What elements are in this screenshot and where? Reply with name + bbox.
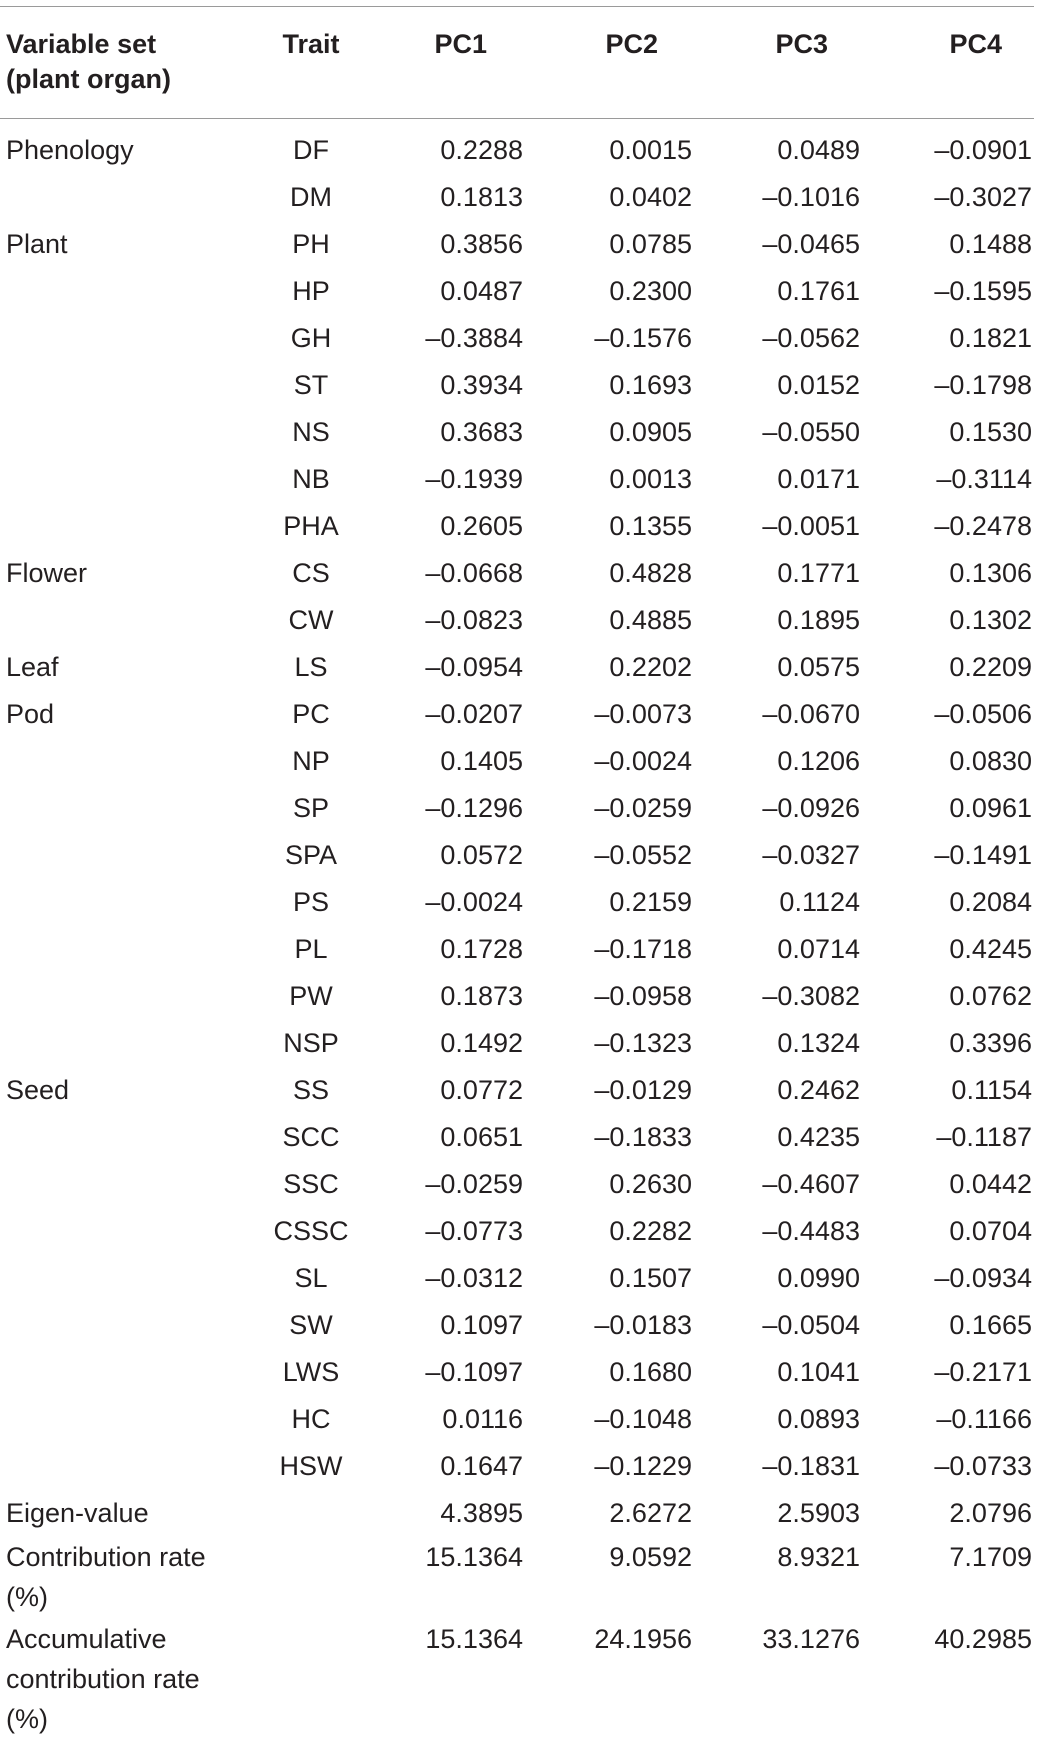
pc4-cell: –0.1798 — [934, 370, 1032, 400]
variable-set-cell — [0, 1161, 240, 1208]
pc1-cell: 0.1097 — [440, 1310, 523, 1340]
table-row — [0, 879, 1034, 926]
variable-set-cell: Seed — [6, 1075, 70, 1105]
table-row — [0, 1255, 1034, 1302]
pc1-cell: –0.0773 — [425, 1216, 523, 1246]
pc2-cell: 0.1507 — [609, 1263, 692, 1293]
trait-cell: PW — [289, 981, 333, 1011]
pc4-cell: 7.1709 — [949, 1542, 1032, 1572]
pc4-cell: 0.0762 — [949, 981, 1032, 1011]
pc2-cell: –0.0259 — [594, 793, 692, 823]
variable-set-cell — [0, 738, 240, 785]
pc4-cell: 0.1530 — [949, 417, 1032, 447]
table-body — [0, 119, 1034, 1742]
trait-cell — [240, 1537, 380, 1619]
pc2-cell: 0.1680 — [609, 1357, 692, 1387]
variable-set-cell — [0, 503, 240, 550]
pc4-cell: –0.2171 — [934, 1357, 1032, 1387]
pc4-cell: –0.1166 — [936, 1404, 1032, 1434]
pc1-cell: 0.3856 — [440, 229, 523, 259]
pc3-cell: 0.4235 — [777, 1122, 860, 1152]
pc1-cell: 0.1728 — [440, 934, 523, 964]
trait-cell: SP — [292, 793, 330, 823]
summary-row — [0, 1537, 1034, 1619]
pc4-cell: –0.0901 — [934, 135, 1032, 165]
trait-cell: PS — [292, 887, 330, 917]
pc3-cell: 8.9321 — [777, 1542, 860, 1572]
trait-cell: LWS — [282, 1357, 340, 1387]
pc4-cell: –0.0506 — [934, 699, 1032, 729]
pc1-cell: 0.2288 — [440, 135, 523, 165]
table-row — [0, 1349, 1034, 1396]
variable-set-cell — [0, 1349, 240, 1396]
trait-cell: DM — [290, 182, 332, 212]
summary-label-cell: Accumulative contribution rate (%) — [6, 1624, 200, 1734]
pc2-cell: 0.1355 — [609, 511, 692, 541]
pc3-cell: 0.0893 — [777, 1404, 860, 1434]
variable-set-cell — [0, 597, 240, 644]
table-row — [0, 1020, 1034, 1067]
pc1-cell: –0.1939 — [425, 464, 523, 494]
pc3-cell: 0.0171 — [777, 464, 860, 494]
variable-set-cell — [0, 409, 240, 456]
pc1-cell: 0.1492 — [440, 1028, 523, 1058]
pc1-cell: 15.1364 — [425, 1624, 523, 1654]
variable-set-cell — [0, 1302, 240, 1349]
summary-row — [0, 1619, 1034, 1741]
pc2-cell: –0.0073 — [594, 699, 692, 729]
pc2-cell: –0.1048 — [594, 1404, 692, 1434]
pc3-cell: –0.0670 — [762, 699, 860, 729]
pc1-cell: 0.0651 — [440, 1122, 523, 1152]
trait-cell: HSW — [279, 1451, 343, 1481]
pc1-cell: –0.1097 — [425, 1357, 523, 1387]
pc2-cell: 0.2202 — [609, 652, 692, 682]
pc3-cell: 0.1771 — [777, 558, 860, 588]
summary-label-cell: Contribution rate (%) — [6, 1542, 206, 1612]
pc3-cell: 33.1276 — [762, 1624, 860, 1654]
pc3-cell: –0.0504 — [762, 1310, 860, 1340]
table-row — [0, 315, 1034, 362]
table-row — [0, 503, 1034, 550]
trait-cell: CS — [292, 558, 330, 588]
pc1-cell: 0.3934 — [440, 370, 523, 400]
pc3-cell: –0.0562 — [762, 323, 860, 353]
pc1-cell: 0.1405 — [440, 746, 523, 776]
pc1-cell: –0.0312 — [425, 1263, 523, 1293]
pc1-cell: –0.0954 — [425, 652, 523, 682]
pc4-cell: 0.3396 — [949, 1028, 1032, 1058]
pc4-cell: –0.0733 — [934, 1451, 1032, 1481]
pc1-cell: 0.0772 — [440, 1075, 523, 1105]
pc1-cell: –0.0259 — [425, 1169, 523, 1199]
summary-row — [0, 1490, 1034, 1537]
pc1-cell: –0.0207 — [425, 699, 523, 729]
table-row — [0, 268, 1034, 315]
variable-set-cell: Pod — [6, 699, 55, 729]
variable-set-cell — [0, 1114, 240, 1161]
trait-cell: HC — [291, 1404, 331, 1434]
pc1-cell: –0.0823 — [425, 605, 523, 635]
variable-set-cell — [0, 362, 240, 409]
table-row — [0, 550, 1034, 597]
table-row — [0, 926, 1034, 973]
trait-cell: DF — [293, 135, 329, 165]
pc2-cell: 0.0013 — [609, 464, 692, 494]
pc3-cell: 0.1206 — [777, 746, 860, 776]
pc3-cell: 0.0714 — [777, 934, 860, 964]
header-variable-set: Variable set (plant organ) — [6, 29, 171, 94]
pc4-cell: 0.0704 — [949, 1216, 1032, 1246]
variable-set-cell — [0, 973, 240, 1020]
table-row — [0, 1067, 1034, 1114]
trait-cell: NB — [292, 464, 330, 494]
pc2-cell: 0.1693 — [609, 370, 692, 400]
pc1-cell: 0.0572 — [440, 840, 523, 870]
variable-set-cell — [0, 832, 240, 879]
pc1-cell: 15.1364 — [425, 1542, 523, 1572]
table-row — [0, 785, 1034, 832]
trait-cell: GH — [290, 323, 332, 353]
trait-cell: ST — [293, 370, 329, 400]
pc4-cell: 0.2209 — [949, 652, 1032, 682]
trait-cell: PL — [294, 934, 328, 964]
header-pc4: PC4 — [949, 29, 1002, 59]
trait-cell: SS — [292, 1075, 330, 1105]
trait-cell — [240, 1619, 380, 1741]
table-row — [0, 456, 1034, 503]
pc1-cell: 4.3895 — [440, 1498, 523, 1528]
pc1-cell: 0.1813 — [440, 182, 523, 212]
pc4-cell: 0.1821 — [949, 323, 1032, 353]
pc2-cell: 0.0402 — [609, 182, 692, 212]
pc3-cell: –0.0550 — [762, 417, 860, 447]
table-row — [0, 362, 1034, 409]
table-row — [0, 973, 1034, 1020]
trait-cell: SPA — [284, 840, 338, 870]
pc2-cell: 24.1956 — [594, 1624, 692, 1654]
pc2-cell: –0.0552 — [594, 840, 692, 870]
table-row — [0, 1396, 1034, 1443]
pc3-cell: 0.0489 — [777, 135, 860, 165]
table-row — [0, 1208, 1034, 1255]
pc3-cell: 0.1761 — [777, 276, 860, 306]
variable-set-cell — [0, 879, 240, 926]
table-row — [0, 174, 1034, 221]
pc1-cell: 0.0116 — [442, 1404, 523, 1434]
pc1-cell: 0.0487 — [440, 276, 523, 306]
pc4-cell: –0.1491 — [934, 840, 1032, 870]
pc3-cell: –0.0465 — [762, 229, 860, 259]
pc2-cell: 9.0592 — [609, 1542, 692, 1572]
pc4-cell: 0.0442 — [949, 1169, 1032, 1199]
variable-set-cell: Flower — [6, 558, 88, 588]
pc4-cell: 0.1154 — [951, 1075, 1032, 1105]
table-row — [0, 597, 1034, 644]
pc2-cell: –0.0958 — [594, 981, 692, 1011]
pc3-cell: 0.1041 — [777, 1357, 860, 1387]
pc2-cell: 0.2282 — [609, 1216, 692, 1246]
variable-set-cell — [0, 315, 240, 362]
pc2-cell: –0.1576 — [594, 323, 692, 353]
variable-set-cell — [0, 456, 240, 503]
pc4-cell: –0.2478 — [934, 511, 1032, 541]
header-row — [0, 7, 1034, 119]
trait-cell: NSP — [283, 1028, 339, 1058]
table-row — [0, 1302, 1034, 1349]
pc2-cell: 0.2630 — [609, 1169, 692, 1199]
variable-set-cell — [0, 785, 240, 832]
trait-cell: CSSC — [273, 1216, 349, 1246]
pc4-cell: 0.1302 — [949, 605, 1032, 635]
trait-cell: SL — [294, 1263, 328, 1293]
pc3-cell: 0.1895 — [777, 605, 860, 635]
pc1-cell: 0.1873 — [440, 981, 523, 1011]
header-pc2: PC2 — [605, 29, 658, 59]
pc2-cell: 0.0785 — [609, 229, 692, 259]
trait-cell: CW — [288, 605, 334, 635]
pc3-cell: 0.0152 — [777, 370, 860, 400]
table-row — [0, 691, 1034, 738]
pc3-cell: 0.0575 — [777, 652, 860, 682]
variable-set-cell: Plant — [6, 229, 68, 259]
variable-set-cell — [0, 1208, 240, 1255]
trait-cell: PH — [292, 229, 330, 259]
table-row — [0, 1443, 1034, 1490]
trait-cell: LS — [294, 652, 328, 682]
variable-set-cell — [0, 926, 240, 973]
pc1-cell: 0.1647 — [440, 1451, 523, 1481]
pc2-cell: –0.1323 — [594, 1028, 692, 1058]
pc1-cell: –0.0024 — [425, 887, 523, 917]
pc3-cell: 0.1324 — [777, 1028, 860, 1058]
table-row — [0, 738, 1034, 785]
pc4-cell: –0.1187 — [936, 1122, 1032, 1152]
pc4-cell: 0.4245 — [949, 934, 1032, 964]
pc4-cell: 0.1306 — [949, 558, 1032, 588]
pc3-cell: 0.2462 — [777, 1075, 860, 1105]
trait-cell: PHA — [283, 511, 339, 541]
pc4-cell: 0.2084 — [949, 887, 1032, 917]
pc1-cell: –0.0668 — [425, 558, 523, 588]
trait-cell: SW — [289, 1310, 333, 1340]
pc3-cell: –0.1831 — [762, 1451, 860, 1481]
trait-cell: NS — [292, 417, 330, 447]
table-header — [0, 7, 1034, 119]
table-row — [0, 644, 1034, 691]
pc2-cell: 0.4828 — [609, 558, 692, 588]
pc4-cell: 0.0830 — [949, 746, 1032, 776]
pc3-cell: –0.3082 — [762, 981, 860, 1011]
pc1-cell: 0.3683 — [440, 417, 523, 447]
pc3-cell: –0.0051 — [762, 511, 860, 541]
pc2-cell: –0.1229 — [594, 1451, 692, 1481]
variable-set-cell — [0, 1020, 240, 1067]
pc1-cell: –0.3884 — [425, 323, 523, 353]
trait-cell — [240, 1490, 380, 1537]
trait-cell: PC — [292, 699, 330, 729]
variable-set-cell — [0, 1443, 240, 1490]
pc2-cell: –0.1833 — [594, 1122, 692, 1152]
summary-label-cell: Eigen-value — [6, 1498, 149, 1528]
pc3-cell: –0.4607 — [762, 1169, 860, 1199]
pc2-cell: 0.2159 — [609, 887, 692, 917]
pc2-cell: 0.0015 — [609, 135, 692, 165]
pc3-cell: 0.0990 — [777, 1263, 860, 1293]
pc3-cell: –0.0926 — [762, 793, 860, 823]
pc4-cell: 0.0961 — [949, 793, 1032, 823]
table-row — [0, 409, 1034, 456]
header-trait: Trait — [282, 29, 340, 59]
pc2-cell: –0.0129 — [594, 1075, 692, 1105]
pc2-cell: 2.6272 — [609, 1498, 692, 1528]
table-row — [0, 832, 1034, 879]
pc2-cell: 0.2300 — [609, 276, 692, 306]
pca-loadings-table — [0, 6, 1034, 1741]
pc4-cell: 0.1665 — [949, 1310, 1032, 1340]
pc4-cell: –0.3027 — [934, 182, 1032, 212]
pc2-cell: 0.4885 — [609, 605, 692, 635]
trait-cell: HP — [292, 276, 330, 306]
header-pc1: PC1 — [434, 29, 487, 59]
trait-cell: SSC — [283, 1169, 339, 1199]
pc3-cell: –0.4483 — [762, 1216, 860, 1246]
pc4-cell: –0.3114 — [936, 464, 1032, 494]
pc4-cell: 40.2985 — [934, 1624, 1032, 1654]
pc3-cell: –0.0327 — [762, 840, 860, 870]
pc4-cell: 0.1488 — [949, 229, 1032, 259]
variable-set-cell — [0, 268, 240, 315]
variable-set-cell — [0, 1255, 240, 1302]
pc3-cell: 0.1124 — [779, 887, 860, 917]
pc1-cell: 0.2605 — [440, 511, 523, 541]
variable-set-cell — [0, 1396, 240, 1443]
header-pc3: PC3 — [775, 29, 828, 59]
variable-set-cell — [0, 174, 240, 221]
variable-set-cell: Phenology — [6, 135, 134, 165]
pc2-cell: –0.0183 — [594, 1310, 692, 1340]
pc3-cell: –0.1016 — [762, 182, 860, 212]
pc2-cell: –0.0024 — [594, 746, 692, 776]
pc4-cell: 2.0796 — [949, 1498, 1032, 1528]
table-row — [0, 1114, 1034, 1161]
table-row — [0, 119, 1034, 175]
pc4-cell: –0.1595 — [934, 276, 1032, 306]
pc1-cell: –0.1296 — [425, 793, 523, 823]
pc4-cell: –0.0934 — [934, 1263, 1032, 1293]
pc2-cell: 0.0905 — [609, 417, 692, 447]
variable-set-cell: Leaf — [6, 652, 59, 682]
pc2-cell: –0.1718 — [594, 934, 692, 964]
trait-cell: NP — [292, 746, 330, 776]
pc3-cell: 2.5903 — [777, 1498, 860, 1528]
trait-cell: SCC — [282, 1122, 340, 1152]
table-row — [0, 221, 1034, 268]
table-row — [0, 1161, 1034, 1208]
